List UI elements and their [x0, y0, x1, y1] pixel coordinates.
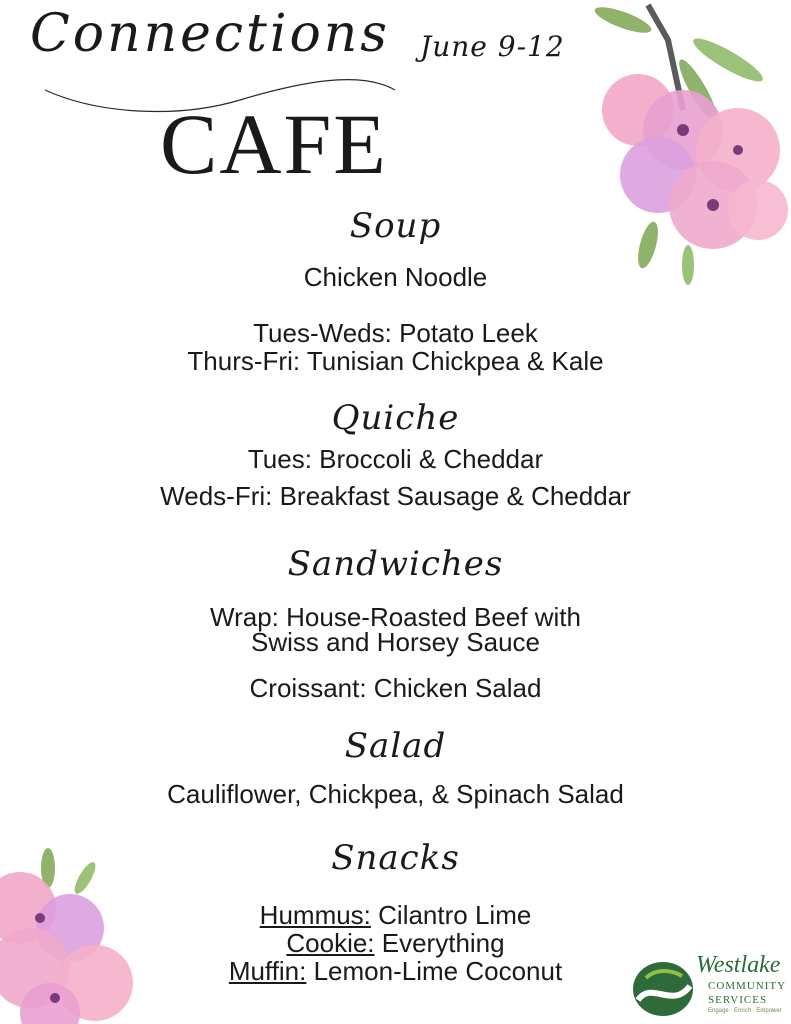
- westlake-leaf-mark-icon: [632, 960, 694, 1018]
- logo-name: Westlake: [696, 952, 781, 978]
- westlake-logo: [632, 950, 791, 1020]
- menu-item: Swiss and Horsey Sauce: [250, 627, 541, 657]
- snack-item: [0, 900, 791, 930]
- menu-item: Chicken Noodle: [303, 262, 488, 292]
- snack-label: Muffin:: [228, 956, 307, 986]
- snack-value: Lemon-Lime Coconut: [306, 956, 563, 986]
- menu-item: Weds-Fri: Breakfast Sausage & Cheddar: [160, 481, 631, 511]
- section-heading-quiche: Quiche: [331, 398, 460, 438]
- date-range: June 9-12: [420, 30, 565, 63]
- menu-item: Thurs-Fri: Tunisian Chickpea & Kale: [187, 346, 604, 376]
- section-heading-soup: Soup: [349, 206, 442, 246]
- section-heading-salad: Salad: [344, 726, 447, 766]
- menu-item: Cauliflower, Chickpea, & Spinach Salad: [167, 779, 624, 809]
- section-heading-snacks: Snacks: [331, 838, 460, 878]
- brand-script-title: Connections: [30, 4, 390, 64]
- page-title: CAFE: [160, 96, 388, 192]
- snack-value: Cilantro Lime: [370, 900, 532, 930]
- logo-line-1: COMMUNITY: [708, 980, 787, 992]
- snack-label: Cookie:: [286, 928, 375, 958]
- section-heading-sandwiches: Sandwiches: [287, 544, 504, 584]
- logo-tagline: Engage · Enrich · Empower: [708, 1008, 782, 1014]
- menu-item: Wrap: House-Roasted Beef with: [210, 602, 581, 632]
- cherry-blossom-icon: [588, 0, 791, 290]
- logo-line-2: SERVICES: [708, 994, 768, 1006]
- menu-item: Croissant: Chicken Salad: [249, 673, 542, 703]
- snack-label: Hummus:: [259, 900, 371, 930]
- snack-value: Everything: [374, 928, 505, 958]
- menu-item: Tues-Weds: Potato Leek: [253, 318, 538, 348]
- menu-item: Tues: Broccoli & Cheddar: [247, 444, 544, 474]
